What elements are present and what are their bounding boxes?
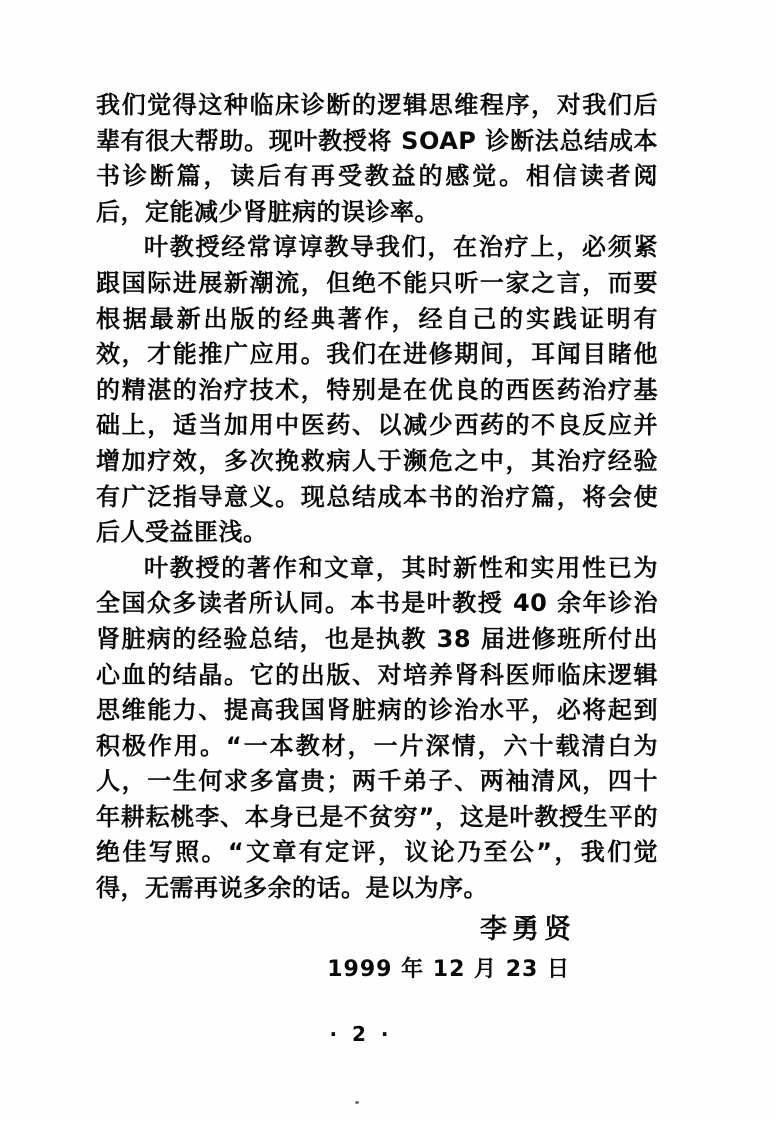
scan-speck: [355, 1101, 359, 1104]
paragraph-continued: 我们觉得这种临床诊断的逻辑思维程序，对我们后辈有很大帮助。现叶教授将 SOAP 诊断法总结成本书诊断篇，读后有再受教益的感觉。相信读者阅后，定能减少肾脏病的误诊率。: [96, 91, 658, 226]
author-signature: 李勇贤: [480, 913, 576, 945]
date-line: 1999 年 12 月 23 日: [327, 956, 570, 982]
paragraph: 叶教授经常谆谆教导我们，在治疗上，必须紧跟国际进展新潮流，但绝不能只听一家之言，而要根据最新出版的经典著作，经自己的实践证明有效，才能推广应用。我们在进修期间，耳闻目睹他的精湛的治疗技术，特别是在优良的西医药治疗基础上，适当加用中医药、以减少西药的不良反应并增加疗效，多次挽救病人于濒危之中，其治疗经验有广泛指导意义。现总结成本书的治疗篇，将会使后人受益匪浅。: [96, 233, 658, 547]
paragraph: 叶教授的著作和文章，其时新性和实用性已为全国众多读者所认同。本书是叶教授 40 余年诊治肾脏病的经验总结，也是执教 38 届进修班所付出心血的结晶。它的出版、对培养肾科医师临床逻辑思维能力、提高我国肾脏病的诊治水平，必将起到积极作用。“一本教材，一片深情，六十载清白为人，一生何求多富贵；两千弟子、两袖清风，四十年耕耘桃李、本身已是不贫穷”，这是叶教授生平的绝佳写照。“文章有定评，议论乃至公”，我们觉得，无需再说多余的话。是以为序。: [96, 553, 658, 903]
page-number: · 2 ·: [329, 1022, 393, 1046]
preface-text-block: [96, 88, 658, 985]
